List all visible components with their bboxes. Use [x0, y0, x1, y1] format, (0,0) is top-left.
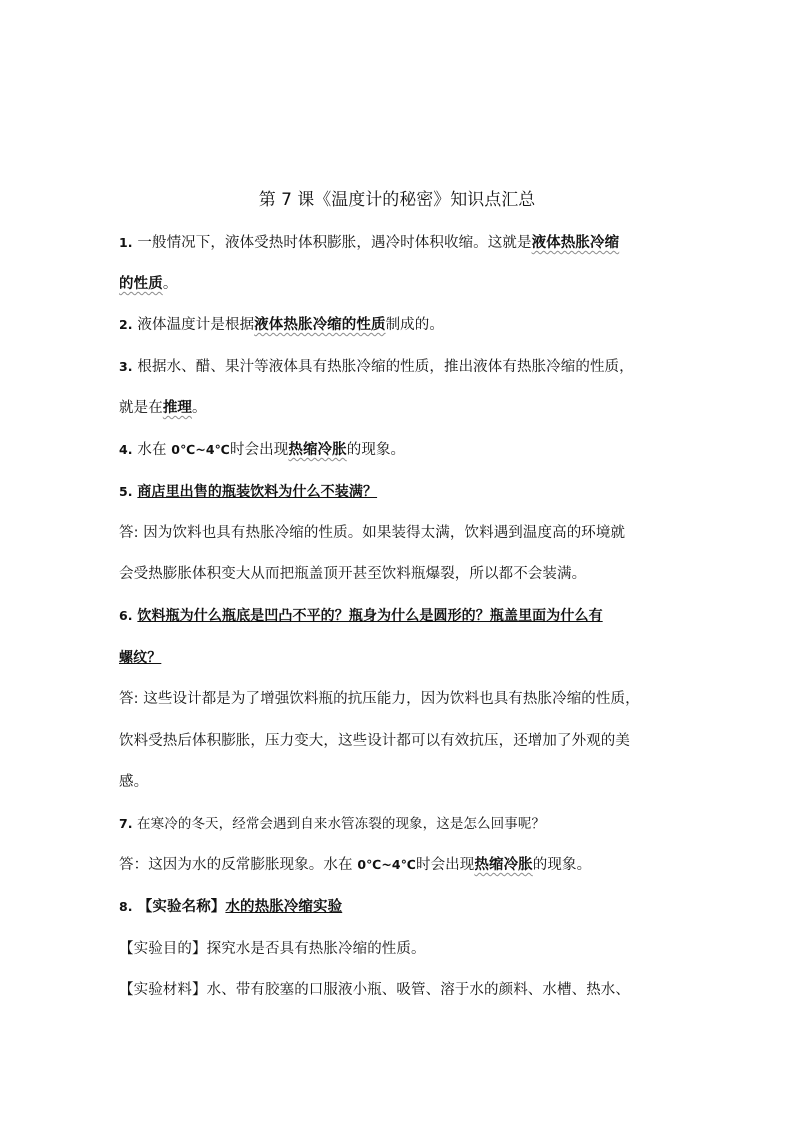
item-number: 4.: [119, 442, 133, 457]
item-number: 6.: [119, 608, 133, 623]
item-6-question-line-2: [119, 647, 161, 669]
item-3-line-2: [119, 397, 207, 419]
experiment-name: 水的热胀冷缩实验: [225, 899, 343, 915]
item-1-line-1: [119, 232, 619, 254]
item-4-end: 的现象。: [346, 442, 406, 458]
item-number: 3.: [119, 359, 133, 374]
item-2-key-term: 液体热胀冷缩的性质: [254, 317, 386, 333]
question-text: 饮料瓶为什么瓶底是凹凸不平的？瓶身为什么是圆形的？瓶盖里面为什么有: [137, 608, 603, 624]
item-6-answer-line-2: 饮料受热后体积膨胀，压力变大，这些设计都可以有效抗压，还增加了外观的美: [119, 733, 630, 749]
item-5-answer-line-1: 答: 因为饮料也具有热胀冷缩的性质。如果装得太满，饮料遇到温度高的环境就: [119, 525, 626, 541]
item-4-line: [119, 439, 405, 461]
experiment-purpose: 【实验目的】探究水是否具有热胀冷缩的性质。: [119, 941, 426, 957]
item-1-key-term: 液体热胀冷缩: [531, 235, 620, 251]
item-1-text: 一般情况下，液体受热时体积膨胀，遇冷时体积收缩。这就是: [132, 235, 532, 251]
item-4-text: 水在: [132, 442, 172, 458]
item-number: 8.: [119, 899, 133, 914]
item-3-text-cont: 就是在: [119, 400, 163, 416]
question-text: 商店里出售的瓶装饮料为什么不装满？: [137, 484, 378, 500]
item-7-question: [119, 813, 545, 835]
experiment-materials: 【实验材料】水、带有胶塞的口服液小瓶、吸管、溶于水的颜料、水槽、热水、: [119, 982, 630, 998]
page-title: 第 7 课《温度计的秘密》知识点汇总: [258, 190, 536, 210]
item-8-experiment-name: [119, 896, 342, 918]
question-text: 在寒冷的冬天，经常会遇到自来水管冻裂的现象，这是怎么回事呢？: [132, 816, 546, 832]
item-1-end: 。: [162, 276, 178, 292]
item-3-end: 。: [192, 400, 207, 416]
item-3-key-term: 推理: [162, 400, 193, 416]
item-1-key-term-cont: 的性质: [119, 276, 163, 292]
item-number: 7.: [119, 816, 133, 831]
item-number: 2.: [119, 317, 133, 332]
item-number: 1.: [119, 235, 133, 250]
temperature-range: 0℃~4℃: [357, 857, 416, 872]
item-6-answer-line-3: 感。: [119, 774, 149, 790]
item-6-answer-line-1: 答: 这些设计都是为了增强饮料瓶的抗压能力，因为饮料也具有热胀冷缩的性质，: [119, 691, 640, 707]
experiment-label: 【实验名称】: [132, 899, 226, 915]
item-4-key-term: 热缩冷胀: [288, 442, 347, 458]
item-6-question-line-1: [119, 605, 603, 627]
item-2-text: 液体温度计是根据: [132, 317, 255, 333]
item-2-end: 制成的。: [385, 317, 444, 333]
item-5-answer-line-2: 会受热膨胀体积变大从而把瓶盖顶开甚至饮料瓶爆裂，所以都不会装满。: [119, 566, 587, 582]
item-7-answer-end: 的现象。: [532, 857, 592, 873]
item-7-answer-text: 答：这因为水的反常膨胀现象。水在: [119, 857, 358, 873]
item-3-line-1: [119, 356, 634, 378]
item-3-text: 根据水、醋、果汁等液体具有热胀冷缩的性质，推出液体有热胀冷缩的性质，: [132, 359, 634, 375]
item-1-line-2: [119, 273, 177, 295]
item-7-answer-mid: 时会出现: [415, 857, 475, 873]
temperature-range: 0℃~4℃: [171, 442, 230, 457]
item-7-key-term: 热缩冷胀: [474, 857, 533, 873]
item-2-line: [119, 314, 444, 336]
item-5-question: [119, 481, 377, 503]
item-7-answer: [119, 854, 591, 876]
item-4-text-mid: 时会出现: [229, 442, 289, 458]
item-number: 5.: [119, 484, 133, 499]
question-text-cont: 螺纹？: [119, 650, 162, 666]
